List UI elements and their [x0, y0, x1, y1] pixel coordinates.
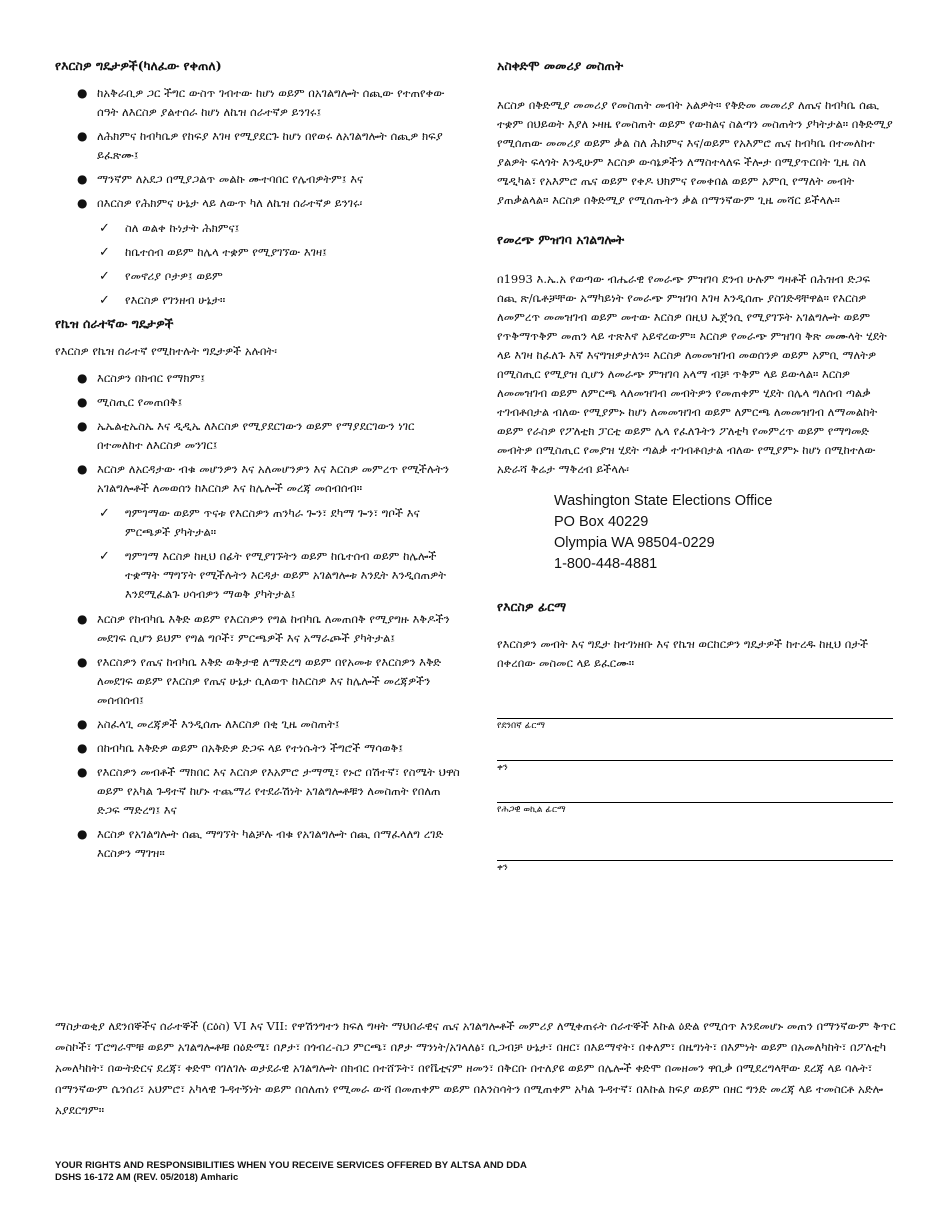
bullet-icon: ●	[77, 741, 88, 755]
form-footer	[55, 1160, 527, 1184]
address-line: Olympia WA 98504-0229	[554, 535, 715, 551]
list-item: ● ከአቅራቢዎ ጋር ችግር ውስጥ ገብተው ከሆነ ወይም በአገልግሎት ሰጪው የተጠየቀው ሰዓት ለእርስዎ ያልተሰራ ከሆነ ለኬዝ ሰራተኛዎ ይንገሩ፤	[77, 86, 445, 119]
bullet-icon: ●	[77, 86, 88, 100]
representative-date-label: ቀን	[497, 863, 508, 873]
bullet-icon: ●	[77, 717, 88, 731]
check-mark-icon: ✓	[99, 549, 110, 564]
your-duties-continued-heading: የእርስዎ ግዴታዎች(ካለፈው የቀጠለ)	[55, 58, 222, 73]
bullet-icon: ●	[77, 827, 88, 841]
left-column	[55, 58, 463, 869]
list-item: ● በከብካቤ እቅድዎ ወይም በአቅድዎ ድጋፍ ላይ የተነሱትን ችግሮች ማሳወቅ፤	[55, 739, 463, 758]
advance-directive-heading: አስቀድሞ መመሪያ መስጠት	[497, 58, 624, 73]
elections-office-address	[554, 491, 893, 575]
list-item: ● ሚስጢር የመጠበቅ፤	[55, 393, 463, 412]
case-worker-list-a	[55, 369, 463, 498]
check-mark-icon: ✓	[99, 221, 110, 236]
advance-directive-text: እርስዎ በቅድሚያ መመሪያ የመስጠት መብት አልዎት። የቅድመ መመሪያ ለጤና ከብካቤ ሰጪ ተቋም በህይወት እያለ ኑዛዜ የመስጠት ወይም የውክልና ስልጣን መስጠትን ያካትታል። በቅድሚያ የሚሰጠው መመሪያ ወይም ቃል ስለ ሕክምና እና/ወይም የአእምሮ ጤና ከብካቤ በተመለከተ ያልዎት ፍላጎት እንዲሁም እርስዎ ውሳኔዎችን ለማስተላለፍ ችሎታ በሚያጥርበት ጊዜ ስለ ሜዲካል፣ የአእምሮ ጤና ወይም የቀዶ ህክምና የመቀበል ወይም አምቢ የማለት መብት ያጠቃልላል። እርስዎ በቅድሚያ የሚሰጡትን ቃል በማንኛውም ጊዜ መሻር ይችላሉ።	[497, 98, 893, 207]
list-item: ● የእርስዎን መብቶች ማክበር እና እርስዎ የእአምሮ ታማሚ፣ የኑሮ በሽተኛ፣ የስሜት ህዋስ ወይም የአካል ጉዳተኛ ከሆኑ ተጨማሪ የተደራሽነት አገልግሎቶቹን ለመስጠት የበለጠ ድጋፍ ማድረግ፤ እና	[77, 765, 460, 817]
case-worker-duties-heading: የኬዝ ሰራተኛው ግዴታዎች	[55, 316, 174, 331]
footer-title: YOUR RIGHTS AND RESPONSIBILITIES WHEN YOU RECEIVE SERVICES OFFERED BY ALTSA AND DDA	[55, 1160, 527, 1171]
signature-heading: የእርስዎ ፊርማ	[497, 599, 567, 614]
footer-form-number: DSHS 16-172 AM (REV. 05/2018) Amharic	[55, 1172, 239, 1183]
check-item: ✓ ግምገማው ወይም ጥናቱ የእርስዎን ጠንካራ ጐን፣ ደካማ ጐን፣ ግቦች እና ምርጫዎች ያካትታል።	[99, 506, 420, 539]
address-line: PO Box 40229	[554, 514, 649, 530]
client-signature-line[interactable]	[497, 717, 893, 719]
nondiscrimination-notice: ማስታወቂያ ለደንበኞችና ሰራተኞች (ርዕስ) VI እና VII: የዋሽንግተን ክፍለ ግዛት ማህበራዊና ጤና አገልግሎቶች መምሪያ ለሚቀጠሩት ሰራተኞች እኩል ዕድል የሚሰጥ እንደመሆኑ መጠን በማንኛውም ቅጥር መስኮች፣ ፕሮግራሞቹ ወይም አገልግሎቶቹ በዕድሜ፣ በፆታ፣ በጎብረ-ስጋ ምርጫ፣ በፆታ ማንነት/አገላለፅ፣ ቢጋብቻ ሁኔታ፣ በዘር፣ በእይማኖት፣ በቀለም፣ በዜግነት፣ በእምነት ወይም በአመለካከት፣ በፖለቲካ አመለካከት፣ በውትድርና ደረጃ፣ ቀድሞ ባገለገሉ ወታደራዊ አገልግሎት በክብር በተሸኙት፣ በየቬቲናም ዘመን፣ በቅርቡ በተለያዩ ወይም በሌሎች ቀድሞ በመዘመን ዋቢቃ በሚደረግላቸው ደረጃ ላይ ባሉት፣ በማንኛውም ሴንሰሪ፣ አህምሮ፣ አካላዊ ጉዳተኝነት ወይም በሰለጠነ የሚመራ ውሻ በመጠቀም ወይም በእንስሳትን በሚጠቀም አካል ጉዳተኛ፣ በእኩል ክፍያ ወይም በዘር ግንድ መረጃ ላይ ተመስርቶ አድሎ አያደርግም።	[55, 1019, 896, 1117]
bullet-icon: ●	[77, 655, 88, 669]
duties-list	[55, 84, 463, 213]
phone-number: 1-800-448-4881	[554, 556, 658, 572]
check-item: ✓ ግምገማ እርስዎ ከዚህ በፊት የሚያገኙትን ወይም ከቤተሰብ ወይም ከሌሎች ተቋማት ማግኘት የሚችሉትን እርዳታ ወይም አገልግሎቱ እንዴት እንዲሰጠዎት እንደሚፈልጉ ሀሳብዎን ማወቅ ያካትታል፤	[99, 549, 446, 601]
case-worker-check-list	[55, 504, 463, 604]
duties-check-list	[55, 219, 463, 310]
representative-signature-block	[497, 801, 893, 815]
list-item: ● ለሕክምና ከብካቤዎ የከፍያ እገዛ የሚያደርጉ ከሆነ በየወሩ ለአገልግሎት ሰጪዎ ክፍያ ይፈጽሙ፤	[77, 129, 443, 162]
representative-signature-line[interactable]	[497, 801, 893, 803]
list-item: ● እርስዎ ለአርዳታው ብቁ መሆንዎን እና አለመሆንዎን እና እርስዎ መምረጥ የሚችሉትን አገልግሎቶች ለመወሰን ከእርስዎ እና ከሌሎች መረጃ መሰብሰብ።	[77, 462, 449, 495]
representative-date-block	[497, 859, 893, 873]
case-worker-intro: የእርስዎ የኬዝ ሰራተኛ የሚከተሉት ግዴታዎች አሉበት፡	[55, 344, 277, 358]
list-item: ● አስፈላጊ መረጃዎች እንዲሰጡ ለእርስዎ በቂ ጊዜ መስጠት፤	[55, 715, 463, 734]
address-line: Washington State Elections Office	[554, 493, 773, 509]
check-item: ✓ ከቤተሰብ ወይም ከሌላ ተቋም የሚያገኘው እገዛ፤	[99, 245, 327, 260]
check-mark-icon: ✓	[99, 269, 110, 284]
bullet-icon: ●	[77, 371, 88, 385]
list-item: ● ኤኤልቲኤስኤ እና ዲዲኤ ለእርስዎ የሚያደርገውን ወይም የማያደርገውን ነገር በተመለከተ ለእርስዎ መንገር፤	[77, 419, 415, 452]
bullet-icon: ●	[77, 395, 88, 409]
list-item: ● እርስዎ የከብካቤ እቅድ ወይም የእርስዎን የግል ከብካቤ ለመጠበቅ የሚያግዙ እቅዶችን መደገፍ ሲሆን ይህም የግል ግቦች፣ ምርጫዎች እና አማራጮች ያካትታል፤	[77, 612, 450, 645]
check-item: ✓ ስለ ወልቀ ኩነታት ሕክምና፤	[99, 221, 240, 236]
client-date-block	[497, 759, 893, 773]
check-mark-icon: ✓	[99, 245, 110, 260]
check-item: ✓ የእርስዎ የገንዘብ ሁኔታ።	[99, 293, 226, 308]
bullet-icon: ●	[77, 612, 88, 626]
client-date-line[interactable]	[497, 759, 893, 761]
check-mark-icon: ✓	[99, 506, 110, 521]
case-worker-list-b	[55, 610, 463, 863]
representative-date-line[interactable]	[497, 859, 893, 861]
voter-registration-heading: የመረጭ ምዝገባ አገልግሎት	[497, 232, 625, 247]
bullet-icon: ●	[77, 172, 88, 186]
list-item: ● እርስዎ የአገልግሎት ሰጪ ማግኘት ካልቻሉ ብቁ የአገልግሎት ሰጪ በማፈላለግ ረገድ እርስዎን ማገዝ።	[77, 827, 444, 860]
client-signature-label: የደንበኛ ፊርማ	[497, 721, 546, 731]
right-column	[497, 58, 893, 881]
bullet-icon: ●	[77, 129, 88, 143]
voter-registration-text: በ1993 እ.ኤ.አ የወጣው ብሔራዊ የመራጭ ምዝገባ ደንብ ሁሉም ግዛቶች በሕዝብ ድጋፍ ሰጪ ጽ/ቤቶቻቸው አማካይነት የመራጭ ምዝገባ እገዛ እንዲሰጡ ያስገድዳቸዋል። የእርስዎ ለመምረጥ መመዝገብ ወይም መተው እርስዎ በዚህ ኤጀንሲ የሚያገኙት አገልግሎት ወይም የጥቅማጥቅም መጠን ላይ ተጽእኖ አይኖረውም። እርስዎ የመራጭ ምዝገባ ቅጽ መሙላት ሂደት ላይ እገዛ ከፈለጉ እኛ እናግዝዎታለን። እርስዎ ለመመዝገብ መወሰንዎ ወይም አምቢ ማለትዎ በሚስጢር የሚያዝ ሲሆን ለመራጭ ምዝገባ አላማ ብቻ ጥቅም ላይ ይውላል። እርስዎ ለመመዝገብ ወይም ለምርጫ ላለመዝገብ መብትዎን የመጠቀም ሂደት በሌላ ግለሰብ ጣልቃ ተገብቶበታል ብለው የሚያምኑ ከሆነ ለመመዝገብ ወይም ለምርጫ ለመመዝገብ ለማመልከት ወይም የራስዎ የፖለቲክ ፓርቲ ወይም ሌላ የፈለጉትን ፖለቲካ የመምረጥ ወይም የማግመድ መብትዎ በሚስጢር የመያዝ ሂደት ጣልቃ ተገብቶበታል ብለው የሚያምኑ ከሆነ በሚከተለው አድራሻ ቅሬታ ማቅረብ ይችላሉ፡	[497, 272, 887, 476]
list-item: ● እርስዎን በክብር የማክም፤	[55, 369, 463, 388]
bullet-icon: ●	[77, 196, 88, 210]
list-item: ● በእርስዎ የሕክምና ሁኔታ ላይ ለውጥ ካለ ለኬዝ ሰራተኛዎ ይንገሩ፡	[55, 194, 463, 213]
check-mark-icon: ✓	[99, 293, 110, 308]
bullet-icon: ●	[77, 419, 88, 433]
client-date-label: ቀን	[497, 763, 508, 773]
signature-instructions: የእርስዎን መብት እና ግዴታ ከተገነዘቡ እና የኬዝ ወርከርዎን ግዴታዎች ከተረዱ ከዚህ በታች በቀረበው መስመር ላይ ይፈርሙ።	[497, 637, 869, 670]
list-item: ● ማንኛም ለአደጋ በሚያጋልጥ መልኩ ሙተባበር የሌብዎትም፤ እና	[55, 170, 463, 189]
representative-signature-label: የሕጋዊ ወኪል ፊርማ	[497, 805, 566, 815]
bullet-icon: ●	[77, 462, 88, 476]
list-item: ● የእርስዎን የጤና ከብካቤ እቅድ ወቅታዊ ለማድረግ ወይም በየአመቱ የእርስዎን እቅድ ለመደገፍ ወይም የእርስዎ የጤና ሁኔታ ሲለወጥ ከእርስዎ እና ከሌሎች መረጃዎችን መሰብሰብ፤	[77, 655, 442, 707]
client-signature-block	[497, 717, 893, 731]
bullet-icon: ●	[77, 765, 88, 779]
check-item: ✓ የመኖሪያ ቦታዎ፤ ወይም	[99, 269, 223, 284]
